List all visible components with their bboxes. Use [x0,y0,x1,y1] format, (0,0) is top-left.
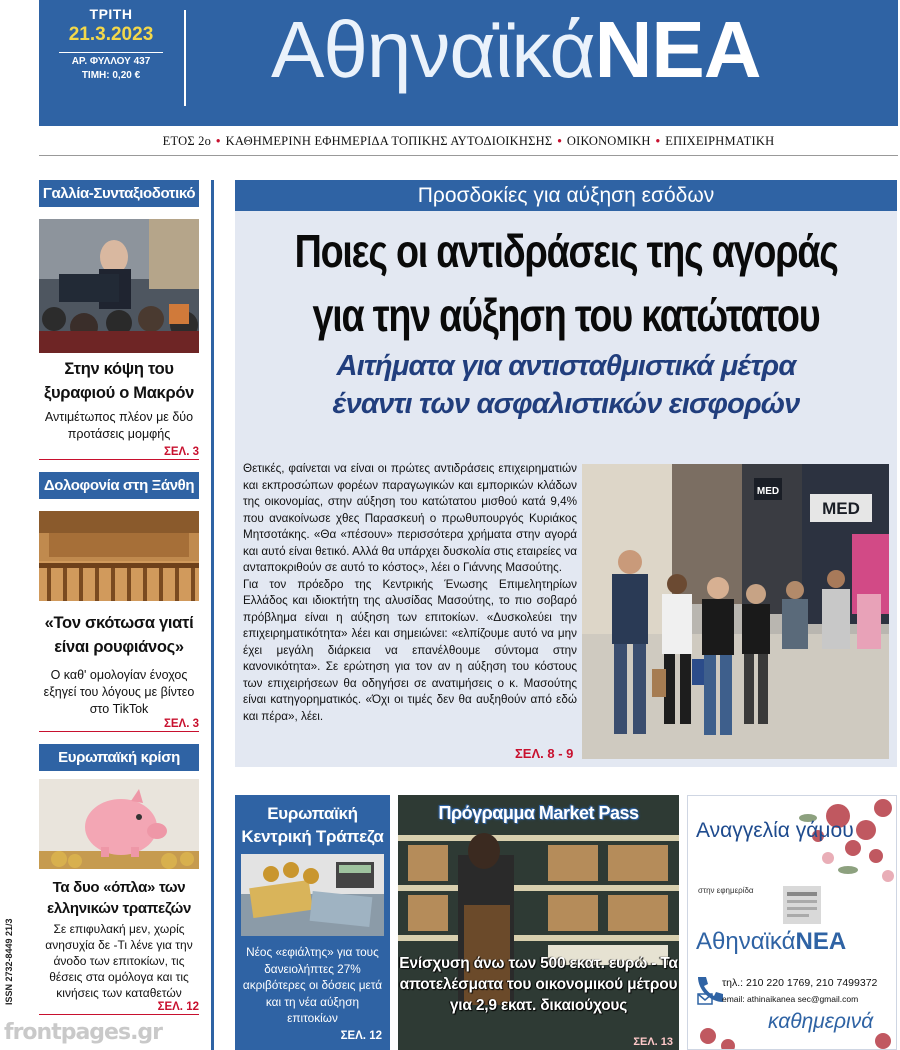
courtroom-photo [39,511,199,601]
story-macron[interactable] [39,180,199,460]
photo-sign: MED [822,499,860,518]
box-text: Ενίσχυση άνω των 500 εκατ. ευρώ - Τα αποτελέσματα του οικονομικού μέτρου για 2,9 εκατ. δικαιούχους [399,955,678,1014]
tagline-rule [39,155,898,156]
section-head: Ευρωπαϊκή κρίση [39,744,199,771]
box-title: Πρόγραμμα Market Pass [438,803,639,823]
main-article-text [243,461,577,725]
box-title: Ευρωπαϊκή Κεντρική Τράπεζα [241,804,384,846]
page-ref: ΣΕΛ. 12 [340,1030,382,1042]
page-ref: ΣΕΛ. 3 [39,446,199,460]
date-divider [59,52,163,53]
story-body: Αντιμέτωπος πλέον με δύο προτάσεις μομφής [44,410,194,441]
story-body: Σε επιφυλακή μεν, χωρίς ανησυχία δε -Τι λένε για την άνοδο των επιτοκίων, τις θέσεις στα ομόλογα και τις κινήσεις των καταθετών [45,922,193,1000]
tagline-year: ΕΤΟΣ 2ο [162,134,212,148]
story-body: Ο καθ' ομολογίαν ένοχος εξηγεί του λόγους με βίντεο στο TikTok [43,668,195,716]
tagline-economic: ΟΙΚΟΝΟΜΙΚΗ [566,134,651,148]
bullet-icon: • [557,134,562,148]
left-column [39,180,199,1015]
main-subhead-line-2: έναντι των ασφαλιστικών εισφορών [332,388,800,420]
page-ref: ΣΕΛ. 12 [39,1001,199,1015]
ad-daily: καθημερινά [768,1010,874,1033]
wedding-ad-box[interactable] [687,795,897,1050]
masthead-divider [184,10,186,106]
tagline-type: ΚΑΘΗΜΕΡΙΝΗ ΕΦΗΜΕΡΙΔΑ ΤΟΠΙΚΗΣ ΑΥΤΟΔΙΟΙΚΗΣΗΣ [225,134,553,148]
article-paragraph: Θετικές, φαίνεται να είναι οι πρώτες αντιδράσεις επιχειρηματιών και εκπροσώπων φορέων παραγωγικών και εμπορικών κλάδων της οικονομίας, στην αύξηση του κατώτατου μισθού κατά 9,4% που ανακοίνωσε χθες Παρασκευή ο πρωθυπουργός Κυριάκος Μητσοτάκης. «Θα «πέσουν» περισσότερα χρήματα στην αγορά και αυτό είναι θετικό. Αλλά θα υπάρχει δυσκολία στις εταιρείες να ανταποκριθούν σε αυτό το κόστος», λέει ο Γιάννης Μασούτης. [243,462,577,574]
bullet-icon: • [655,134,661,148]
story-title: «Τον σκότωσα γιατί είναι ρουφιάνος» [44,614,194,656]
story-banks[interactable] [39,744,199,1015]
main-story[interactable] [235,180,897,767]
story-xanthi[interactable] [39,472,199,732]
page-ref: ΣΕΛ. 8 - 9 [515,746,574,761]
market-pass-box[interactable] [398,795,679,1050]
main-headline-line-2: για την αύξηση του κατώτατου [312,289,820,341]
protest-photo [39,219,199,353]
main-subhead-line-1: Αιτήματα για αντισταθμιστικά μέτρα [336,350,796,382]
ad-email[interactable]: email: athinaikanea sec@gmail.com [722,994,859,1004]
ad-phone: τηλ.: 210 220 1769, 210 7499372 [722,977,878,989]
ad-logo-light: Αθηναϊκά [696,928,796,955]
tagline-business: ΕΠΙΧΕΙΡΗΜΑΤΙΚΗ [665,134,775,148]
main-headline-line-1: Ποιες οι αντιδράσεις της αγοράς [294,225,838,277]
logo-light-text: Αθηναϊκά [271,5,595,94]
logo-bold-text: ΝΕΑ [594,5,761,94]
bullet-icon: • [216,134,221,148]
masthead [39,0,898,126]
ad-logo [696,928,846,956]
page-ref: ΣΕΛ. 3 [39,718,199,732]
main-kicker: Προσδοκίες για αύξηση εσόδων [235,180,897,211]
box-body: Νέος «εφιάλτης» για τους δανειολήπτες 27% ακριβότερες οι δόσεις μετά και τη νέα αύξηση επιτοκίων [242,945,383,1025]
ad-logo-bold: ΝΕΑ [795,928,847,955]
date-block [51,6,171,81]
piggy-bank-photo [39,779,199,869]
column-divider [211,180,214,1050]
issue-day: ΤΡΙΤΗ [89,6,133,22]
issue-price: ΤΙΜΗ: 0,20 € [81,70,141,81]
money-photo [241,854,384,936]
story-title: Στην κόψη του ξυραφιού ο Μακρόν [43,360,195,402]
shopping-street-photo [582,464,889,759]
tagline [39,134,898,149]
photo-sign: MED [756,486,780,497]
section-head: Δολοφονία στη Ξάνθη [39,472,199,499]
ad-subtitle: στην εφημερίδα [698,886,754,895]
ad-title: Αναγγελία γάμου [696,819,854,842]
story-title: Τα δυο «όπλα» των ελληνικών τραπεζών [47,879,191,917]
issn-barcode-text: ISSN 2732-8449 21/3 [4,918,14,1005]
page-ref: ΣΕΛ. 13 [633,1036,673,1048]
newspaper-logo[interactable] [271,4,761,96]
section-head: Γαλλία-Συνταξιοδοτικό [39,180,199,207]
issue-number: ΑΡ. ΦΥΛΛΟΥ 437 [71,56,151,67]
watermark: frontpages.gr [4,1020,163,1045]
issue-date: 21.3.2023 [68,24,154,45]
article-paragraph: Για τον πρόεδρο της Κεντρικής Ένωσης Επιμελητηρίων Ελλάδος και ιδιοκτήτη της αλυσίδας Μασούτης, το πιο σοβαρό πρόβλημα είναι η αύξηση των επιτοκίων. «Δυσκολεύει την επιχειρηματικότητα» λέει και σημειώνει: «ελπίζουμε αυτό να μην έχει μεγάλη διάρκεια να επανέλθουμε σύντομα στην κανονικότητα». Σε ερώτηση για τον αν η αύξηση του κόστους των επιχειρήσεων θα οδηγήσει σε ανατιμήσεις ο κ. Μασούτης είναι κατηγορηματικός. «Όχι οι τιμές δεν θα αυξηθούν από εδώ και πέρα», λέει. [243,577,577,723]
ecb-box[interactable] [235,795,390,1050]
